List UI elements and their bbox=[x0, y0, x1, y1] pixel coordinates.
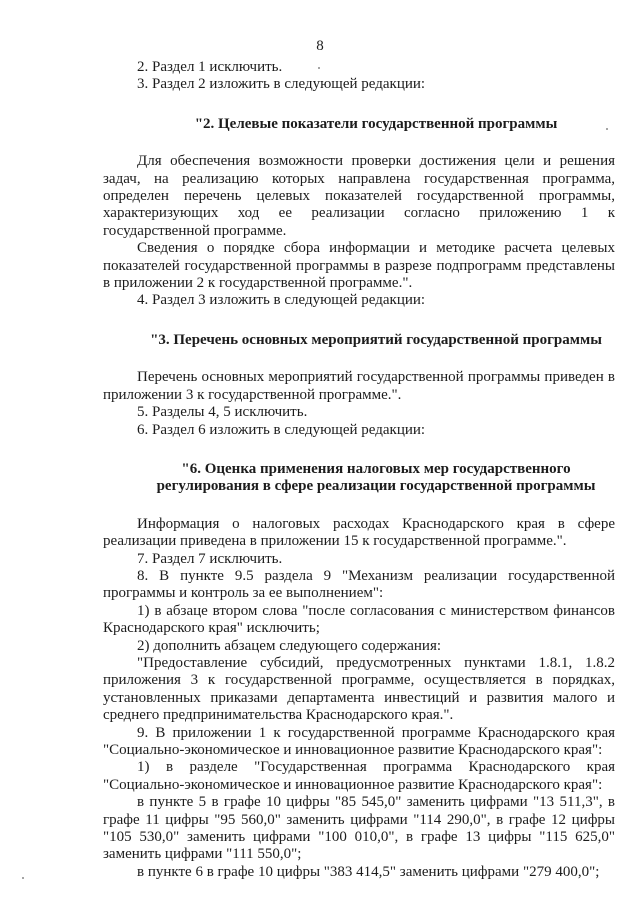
page-number: 8 bbox=[316, 38, 324, 54]
scan-speck bbox=[318, 67, 320, 69]
paragraph-item-2: 2. Раздел 1 исключить. bbox=[137, 59, 283, 75]
scan-speck bbox=[22, 877, 24, 879]
section-heading-3: "3. Перечень основных мероприятий государственной программы bbox=[150, 331, 602, 348]
paragraph-item-4: 4. Раздел 3 изложить в следующей редакции: bbox=[137, 292, 426, 309]
section-heading-6-line-2: регулирования в сфере реализации государственной программы bbox=[156, 478, 596, 495]
paragraph-tax: Информация о налоговых расходах Краснодарского края в сфере реализации приведена в приложении 15 к государственной программе.". bbox=[103, 515, 615, 550]
paragraph-subitem-1-section: 1) в разделе "Государственная программа Краснодарского края "Социально-экономическое и инновационное развитие Краснодарского края": bbox=[103, 759, 615, 793]
paragraph-item-3: 3. Раздел 2 изложить в следующей редакции: bbox=[137, 76, 426, 93]
paragraph-item-8: 8. В пункте 9.5 раздела 9 "Механизм реализации государственной программы и контроль за ее выполнением": bbox=[103, 567, 615, 602]
paragraph-item-6: 6. Раздел 6 изложить в следующей редакции: bbox=[137, 421, 426, 438]
paragraph-point-6: в пункте 6 в графе 10 цифры "383 414,5" заменить цифрами "279 400,0"; bbox=[137, 863, 600, 880]
paragraph-targets: Для обеспечения возможности проверки достижения цели и решения задач, на реализацию которых направлена государственная программа, определен перечень целевых показателей государственной программы, характеризующих ход ее реализации согласно приложению 1 к государственной программе. bbox=[103, 153, 615, 239]
paragraph-subitem-1: 1) в абзаце втором слова "после согласования с министерством финансов Краснодарского края" исключить; bbox=[103, 602, 615, 637]
paragraph-item-9: 9. В приложении 1 к государственной программе Краснодарского края "Социально-экономическое и инновационное развитие Краснодарского края": bbox=[103, 724, 615, 758]
paragraph-point-5: в пункте 5 в графе 10 цифры "85 545,0" заменить цифрами "13 511,3", в графе 11 цифры "95 560,0" заменить цифрами "114 290,0", в графе 12 цифры "105 530,0" заменить цифрами "100 010,0", в графе 13 цифры "115 625,0" заменить цифрами "111 550,0"; bbox=[103, 794, 615, 863]
section-heading-2: "2. Целевые показатели государственной программы bbox=[194, 115, 558, 132]
paragraph-item-7: 7. Раздел 7 исключить. bbox=[137, 550, 283, 567]
paragraph-item-5: 5. Разделы 4, 5 исключить. bbox=[137, 404, 308, 421]
document-body bbox=[103, 59, 615, 881]
scan-speck bbox=[606, 128, 608, 130]
paragraph-subitem-2: 2) дополнить абзацем следующего содержания: bbox=[137, 637, 442, 654]
paragraph-info: Сведения о порядке сбора информации и методике расчета целевых показателей государственной программы в разрезе подпрограмм представлены в приложении 2 к государственной программе.". bbox=[103, 240, 615, 292]
section-heading-6-line-1: "6. Оценка применения налоговых мер государственного bbox=[181, 460, 571, 477]
paragraph-subsidies: "Предоставление субсидий, предусмотренных пунктами 1.8.1, 1.8.2 приложения 3 к государственной программе, осуществляется в порядках, установленных приказами департамента инвестиций и развития малого и среднего предпринимательства Краснодарского края.". bbox=[103, 654, 615, 724]
paragraph-measures: Перечень основных мероприятий государственной программы приведен в приложении 3 к государственной программе.". bbox=[103, 369, 615, 403]
section-heading-6 bbox=[103, 461, 615, 496]
